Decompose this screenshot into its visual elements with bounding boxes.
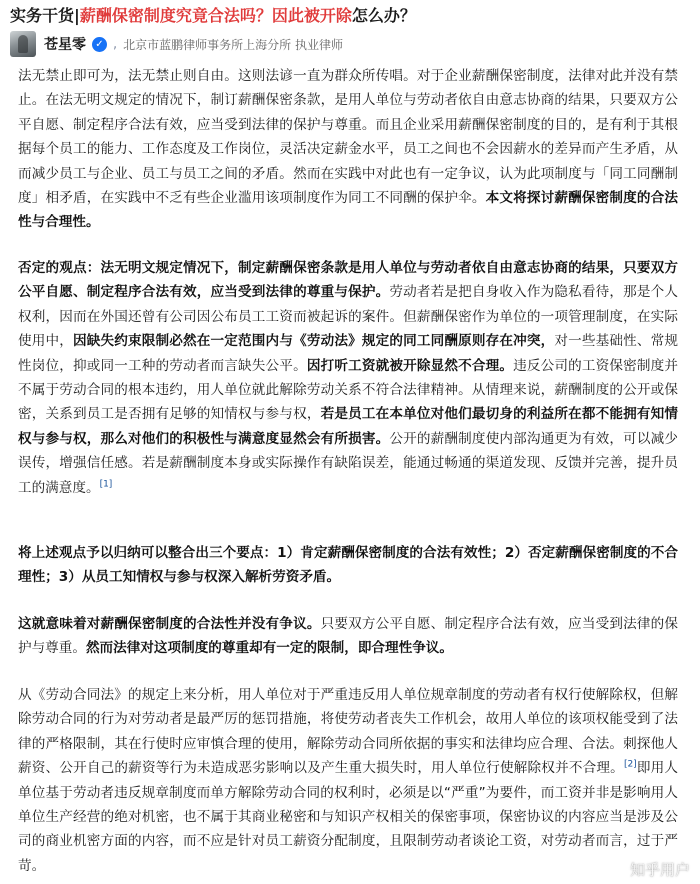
paragraph-summary: [18, 541, 678, 590]
paragraph-text: 对一些基础性、常规性岗位，抑或同一工种的劳动者而言缺失公平。: [18, 333, 679, 374]
paragraph-text: 法无禁止即可为，法无禁止则自由。这则法谚一直为群众所传唱。对于企业薪酬保密制度，法律对此并没有禁止。在法无明文规定的情况下，制订薪酬保密条款，是用人单位与劳动者依自由意志协商的结果，只要双方公平自愿、制定程序合法有效，应当受到法律的保护与尊重。而且企业采用薪酬保密制度的目的，是有利于其根据每个员工的能力、工作态度及工作岗位，灵活决定薪金水平，员工之间也不会因薪水的差异而产生矛盾，从而减少员工与企业、员工与员工之间的矛盾。然而在实践中对此也有一定争议，认为此项制度与「同工同酬制度」相矛盾，在实践中不乏有些企业滥用该项制度作为同工不同酬的保护伞。: [18, 68, 678, 207]
paragraph-labor-contract-law: [18, 683, 678, 878]
article-title: [10, 5, 690, 27]
paragraph-text: 违反公司的工资保密制度并不属于劳动合同的根本违约，用人单位就此解除劳动关系不符合法律精神。从情理来说，薪酬制度的公开或保密，关系到员工是否拥有足够的知情权与参与权，: [18, 357, 679, 423]
paragraph-legality: [18, 612, 678, 661]
title-suffix: 怎么办？: [351, 6, 416, 25]
paragraph-intro: [18, 64, 678, 235]
paragraph-bold-text: 然而法律对这项制度的尊重却有一定的限制，即合理性争议。: [85, 640, 453, 657]
title-prefix: 实务干货|: [10, 6, 80, 25]
paragraph-text: 劳动者若是把自身收入作为隐私看待，那是个人权利，因而在外国还曾有公司因公布员工工资而被起诉的案件。但薪酬保密作为单位的一项管理制度，在实际使用中，: [18, 284, 679, 350]
paragraph-bold-text: 这就意味着对薪酬保密制度的合法性并没有争议。: [18, 616, 321, 632]
avatar[interactable]: [10, 31, 36, 57]
paragraph-text: 即用人单位基于劳动者违反规章制度而单方解除劳动合同的权利时，必须是以“严重”为要件，而工资并非是影响用人单位生产经营的绝对机密，也不属于其商业秘密和与知识产权相关的保密事项，保密协议的内容应当是涉及公司的商业机密方面的内容，而不应是针对员工薪资分配制度，且限制劳动者谈论工资，对劳动者而言，过于严苛。: [18, 760, 679, 874]
paragraph-bold-text: 若是员工在本单位对他们最切身的利益所在都不能拥有知情权与参与权，那么对他们的积极性与满意度显然会有所损害。: [18, 406, 679, 447]
author-separator: ,: [113, 36, 118, 52]
reference-link[interactable]: [2]: [623, 759, 637, 770]
author-description: 北京市蓝鹏律师事务所上海分所 执业律师: [123, 37, 343, 52]
author-info: [10, 31, 690, 57]
paragraph-bold-text: 因缺失约束限制必然在一定范围内与《劳动法》规定的同工同酬原则存在冲突，: [73, 333, 555, 350]
paragraph-text: 公开的薪酬制度使内部沟通更为有效，可以减少误传，增强信任感。若是薪酬制度本身或实际操作有缺陷误差，能通过畅通的渠道发现、反馈并完善，提升员工的满意度。: [18, 430, 679, 496]
paragraph-bold-text: 将上述观点予以归纳可以整合出三个要点：1）肯定薪酬保密制度的合法有效性；2）否定薪酬保密制度的不合理性；3）从员工知情权与参与权深入解析劳资矛盾。: [18, 545, 678, 586]
paragraph-bold-text: 本文将探讨薪酬保密制度的合法性与合理性。: [18, 190, 679, 231]
paragraph-negative-view: [18, 256, 678, 500]
paragraph-text: 从《劳动合同法》的规定上来分析，用人单位对于严重违反用人单位规章制度的劳动者有权行使解除权，但解除劳动合同的行为对劳动者是最严厉的惩罚措施，将使劳动者丧失工作机会，故用人单位的该项权能受到了法律的严格限制，其在行使时应审慎合理的使用，解除劳动合同所依据的事实和法律均应合理、合法。刺探他人薪资、公开自己的薪资等行为未造成恶劣影响以及产生重大损失时，用人单位行使解除权并不合理。: [18, 687, 678, 777]
title-highlight: 薪酬保密制度究竟合法吗？因此被开除: [79, 6, 352, 25]
paragraph-text: 只要双方公平自愿、制定程序合法有效，应当受到法律的保护与尊重。: [18, 616, 679, 657]
reference-link[interactable]: [1]: [99, 479, 113, 490]
paragraph-bold-text: 否定的观点：法无明文规定情况下，制定薪酬保密条款是用人单位与劳动者依自由意志协商的结果，只要双方公平自愿、制定程序合法有效，应当受到法律的尊重与保护。: [18, 260, 678, 301]
author-name[interactable]: 苍星零: [44, 37, 86, 53]
paragraph-bold-text: 因打听工资就被开除显然不合理。: [306, 357, 514, 374]
verified-check-icon: ✓: [92, 37, 107, 52]
watermark: 知乎用户: [629, 861, 690, 879]
